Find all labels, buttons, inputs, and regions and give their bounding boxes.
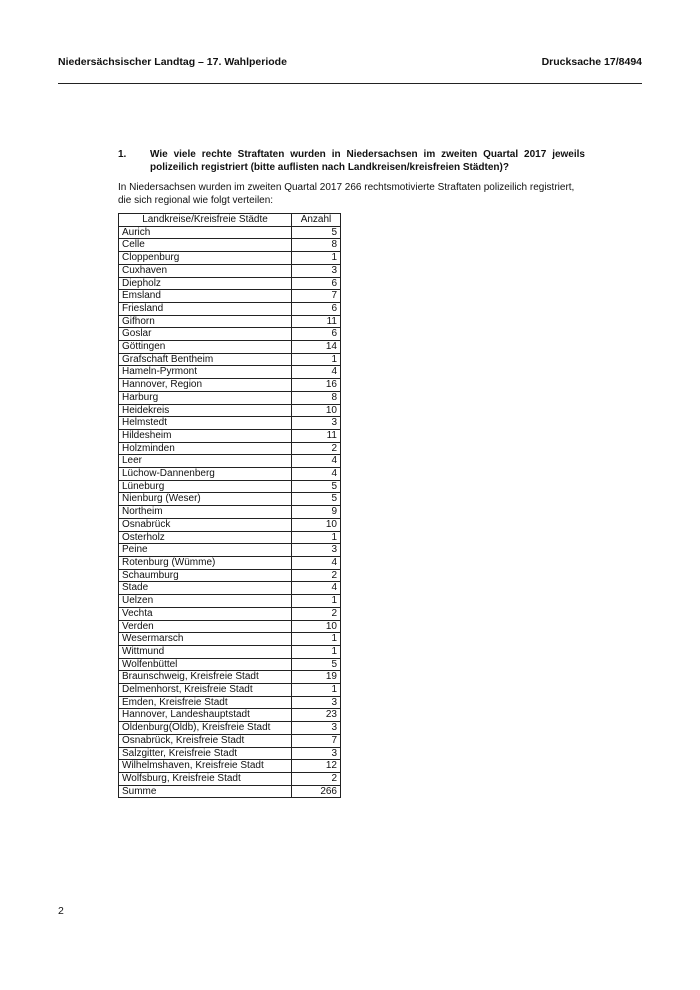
table-row: [119, 290, 341, 303]
count-cell: 5: [292, 658, 341, 671]
table-row: [119, 252, 341, 265]
table-header-row: [119, 214, 341, 227]
count-cell: 2: [292, 772, 341, 785]
district-cell: Hannover, Region: [119, 379, 292, 392]
district-cell: Hameln-Pyrmont: [119, 366, 292, 379]
page-number: 2: [58, 905, 64, 917]
count-cell: 7: [292, 734, 341, 747]
table-row: [119, 264, 341, 277]
count-cell: 8: [292, 239, 341, 252]
district-cell: Uelzen: [119, 595, 292, 608]
count-cell: 4: [292, 556, 341, 569]
table-row: [119, 633, 341, 646]
table-row: [119, 696, 341, 709]
district-cell: Lüchow-Dannenberg: [119, 468, 292, 481]
table-row: [119, 302, 341, 315]
count-cell: 8: [292, 391, 341, 404]
district-cell: Schaumburg: [119, 569, 292, 582]
table-row: [119, 595, 341, 608]
district-cell: Nienburg (Weser): [119, 493, 292, 506]
table-row: [119, 468, 341, 481]
district-cell: Osnabrück, Kreisfreie Stadt: [119, 734, 292, 747]
count-cell: 1: [292, 633, 341, 646]
district-cell: Peine: [119, 544, 292, 557]
count-cell: 1: [292, 353, 341, 366]
count-cell: 5: [292, 226, 341, 239]
count-cell: 1: [292, 684, 341, 697]
table-row: [119, 226, 341, 239]
district-cell: Wilhelmshaven, Kreisfreie Stadt: [119, 760, 292, 773]
count-cell: 4: [292, 366, 341, 379]
table-row: [119, 391, 341, 404]
count-cell: 3: [292, 417, 341, 430]
header-divider: [58, 83, 642, 84]
district-cell: Wolfsburg, Kreisfreie Stadt: [119, 772, 292, 785]
table-row: [119, 620, 341, 633]
district-cell: Salzgitter, Kreisfreie Stadt: [119, 747, 292, 760]
table-row: [119, 341, 341, 354]
table-row: [119, 671, 341, 684]
table-row: [119, 582, 341, 595]
district-cell: Verden: [119, 620, 292, 633]
district-cell: Wesermarsch: [119, 633, 292, 646]
table-row: [119, 684, 341, 697]
district-cell: Cuxhaven: [119, 264, 292, 277]
count-cell: 7: [292, 290, 341, 303]
count-cell: 16: [292, 379, 341, 392]
count-cell: 19: [292, 671, 341, 684]
district-cell: Heidekreis: [119, 404, 292, 417]
table-row: [119, 607, 341, 620]
count-cell: 5: [292, 493, 341, 506]
count-cell: 3: [292, 264, 341, 277]
count-cell: 10: [292, 518, 341, 531]
table-body: [119, 226, 341, 798]
district-cell: Wittmund: [119, 645, 292, 658]
table-row: [119, 480, 341, 493]
district-cell: Emden, Kreisfreie Stadt: [119, 696, 292, 709]
district-cell: Braunschweig, Kreisfreie Stadt: [119, 671, 292, 684]
district-cell: Celle: [119, 239, 292, 252]
count-cell: 1: [292, 645, 341, 658]
district-cell: Gifhorn: [119, 315, 292, 328]
district-cell: Hannover, Landeshauptstadt: [119, 709, 292, 722]
district-cell: Helmstedt: [119, 417, 292, 430]
count-cell: 10: [292, 620, 341, 633]
table-row: [119, 518, 341, 531]
document-number: Drucksache 17/8494: [541, 56, 642, 68]
district-cell: Wolfenbüttel: [119, 658, 292, 671]
district-cell: Cloppenburg: [119, 252, 292, 265]
count-cell: 5: [292, 480, 341, 493]
column-header-district: Landkreise/Kreisfreie Städte: [119, 214, 292, 227]
district-cell: Osnabrück: [119, 518, 292, 531]
district-cell: Emsland: [119, 290, 292, 303]
count-cell: 1: [292, 595, 341, 608]
table-row: [119, 645, 341, 658]
count-cell: 1: [292, 531, 341, 544]
count-cell: 266: [292, 785, 341, 798]
answer-intro: In Niedersachsen wurden im zweiten Quartal 2017 266 rechtsmotivierte Straftaten polizeilich registriert, die sich regional wie folgt verteilen:: [118, 182, 575, 206]
table-row: [119, 353, 341, 366]
count-cell: 12: [292, 760, 341, 773]
table-row: [119, 442, 341, 455]
count-cell: 2: [292, 569, 341, 582]
count-cell: 4: [292, 468, 341, 481]
district-cell: Vechta: [119, 607, 292, 620]
table-row: [119, 328, 341, 341]
count-cell: 6: [292, 302, 341, 315]
count-cell: 10: [292, 404, 341, 417]
count-cell: 9: [292, 506, 341, 519]
header-title: Niedersächsischer Landtag – 17. Wahlperiode: [58, 56, 287, 68]
table-row: [119, 734, 341, 747]
district-cell: Northeim: [119, 506, 292, 519]
district-cell: Göttingen: [119, 341, 292, 354]
district-cell: Holzminden: [119, 442, 292, 455]
table-row: [119, 569, 341, 582]
district-cell: Rotenburg (Wümme): [119, 556, 292, 569]
table-row: [119, 379, 341, 392]
district-cell: Oldenburg(Oldb), Kreisfreie Stadt: [119, 722, 292, 735]
count-cell: 3: [292, 544, 341, 557]
count-cell: 2: [292, 442, 341, 455]
table-row: [119, 239, 341, 252]
table-row: [119, 772, 341, 785]
count-cell: 11: [292, 429, 341, 442]
district-cell: Delmenhorst, Kreisfreie Stadt: [119, 684, 292, 697]
table-row: [119, 709, 341, 722]
table-row: [119, 429, 341, 442]
count-cell: 3: [292, 696, 341, 709]
table-row: [119, 506, 341, 519]
count-cell: 6: [292, 328, 341, 341]
district-cell: Harburg: [119, 391, 292, 404]
district-cell: Stade: [119, 582, 292, 595]
column-header-count: Anzahl: [292, 214, 341, 227]
table-row: [119, 658, 341, 671]
statistics-table: [118, 213, 341, 798]
table-row: [119, 493, 341, 506]
count-cell: 11: [292, 315, 341, 328]
count-cell: 1: [292, 252, 341, 265]
question-number: 1.: [118, 149, 127, 160]
table-row: [119, 277, 341, 290]
count-cell: 3: [292, 722, 341, 735]
district-cell: Lüneburg: [119, 480, 292, 493]
count-cell: 4: [292, 455, 341, 468]
table-row: [119, 747, 341, 760]
table-row: [119, 760, 341, 773]
table-row: [119, 531, 341, 544]
district-cell: Summe: [119, 785, 292, 798]
table-row: [119, 544, 341, 557]
count-cell: 3: [292, 747, 341, 760]
district-cell: Osterholz: [119, 531, 292, 544]
table-row: [119, 722, 341, 735]
count-cell: 2: [292, 607, 341, 620]
count-cell: 4: [292, 582, 341, 595]
count-cell: 6: [292, 277, 341, 290]
table-row: [119, 315, 341, 328]
district-cell: Aurich: [119, 226, 292, 239]
table-row: [119, 455, 341, 468]
table-row: [119, 556, 341, 569]
table-row: [119, 366, 341, 379]
question-block: [118, 148, 585, 174]
district-cell: Grafschaft Bentheim: [119, 353, 292, 366]
table-row: [119, 785, 341, 798]
count-cell: 23: [292, 709, 341, 722]
count-cell: 14: [292, 341, 341, 354]
question-text: Wie viele rechte Straftaten wurden in Niedersachsen im zweiten Quartal 2017 jeweils polizeilich registriert (bitte auflisten nach Landkreisen/kreisfreien Städten)?: [150, 149, 585, 173]
district-cell: Hildesheim: [119, 429, 292, 442]
table-row: [119, 417, 341, 430]
district-cell: Diepholz: [119, 277, 292, 290]
district-cell: Leer: [119, 455, 292, 468]
district-cell: Goslar: [119, 328, 292, 341]
table-row: [119, 404, 341, 417]
district-cell: Friesland: [119, 302, 292, 315]
